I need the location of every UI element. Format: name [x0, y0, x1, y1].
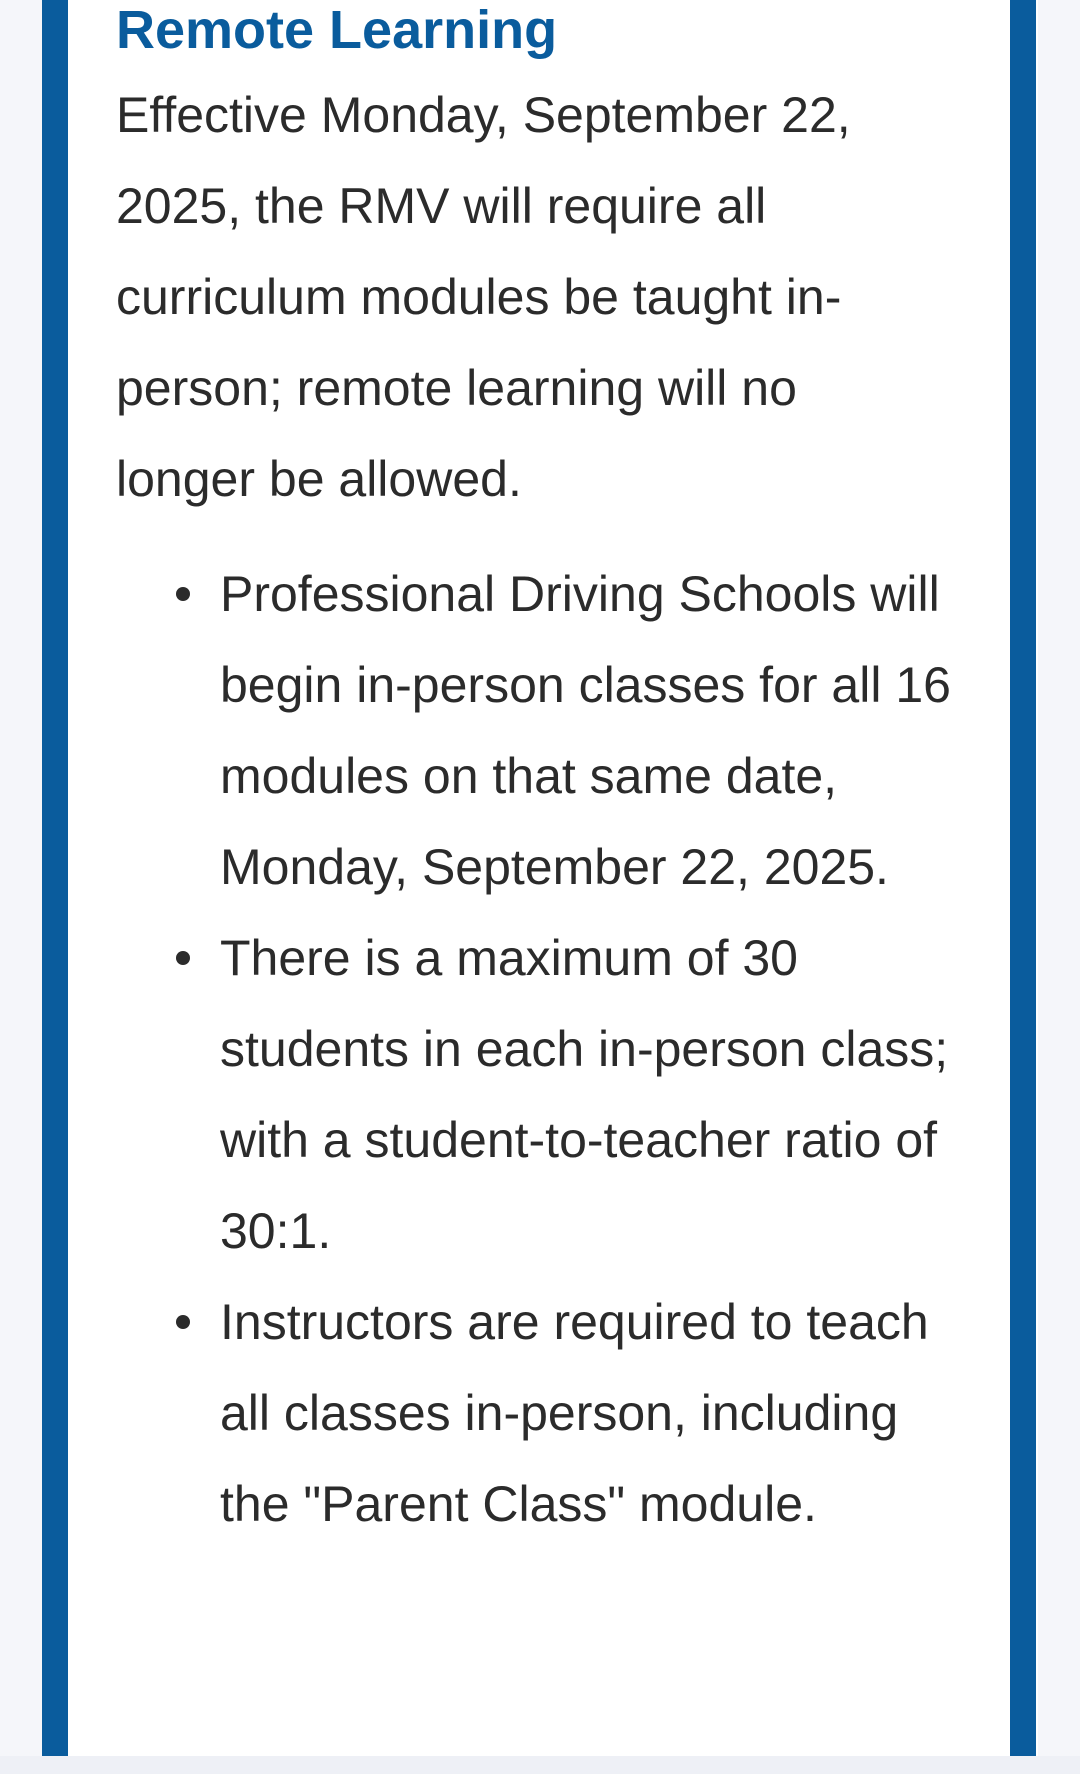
notice-bullet-list — [116, 549, 980, 1550]
notice-title: Remote Learning — [116, 0, 558, 60]
remote-learning-notice — [116, 0, 976, 1550]
bottom-strip — [0, 1756, 1080, 1774]
list-item-text: Instructors are required to teach all classes in-person, including the "Parent Class" module. — [220, 1294, 929, 1532]
list-item — [220, 549, 980, 913]
list-item-text: Professional Driving Schools will begin in-person classes for all 16 modules on that same date, Monday, September 22, 2025. — [220, 566, 951, 895]
list-item — [220, 1277, 980, 1550]
bullet-icon — [176, 1315, 190, 1329]
left-accent-border — [42, 0, 68, 1756]
bullet-icon — [176, 587, 190, 601]
bullet-icon — [176, 951, 190, 965]
right-accent-border — [1010, 0, 1036, 1756]
list-item — [220, 913, 980, 1277]
list-item-text: There is a maximum of 30 students in each in-person class; with a student-to-teacher ratio of 30:1. — [220, 930, 949, 1259]
notice-body: Effective Monday, September 22, 2025, the RMV will require all curriculum modules be taught in-person; remote learning will no longer be allowed. — [116, 87, 851, 507]
